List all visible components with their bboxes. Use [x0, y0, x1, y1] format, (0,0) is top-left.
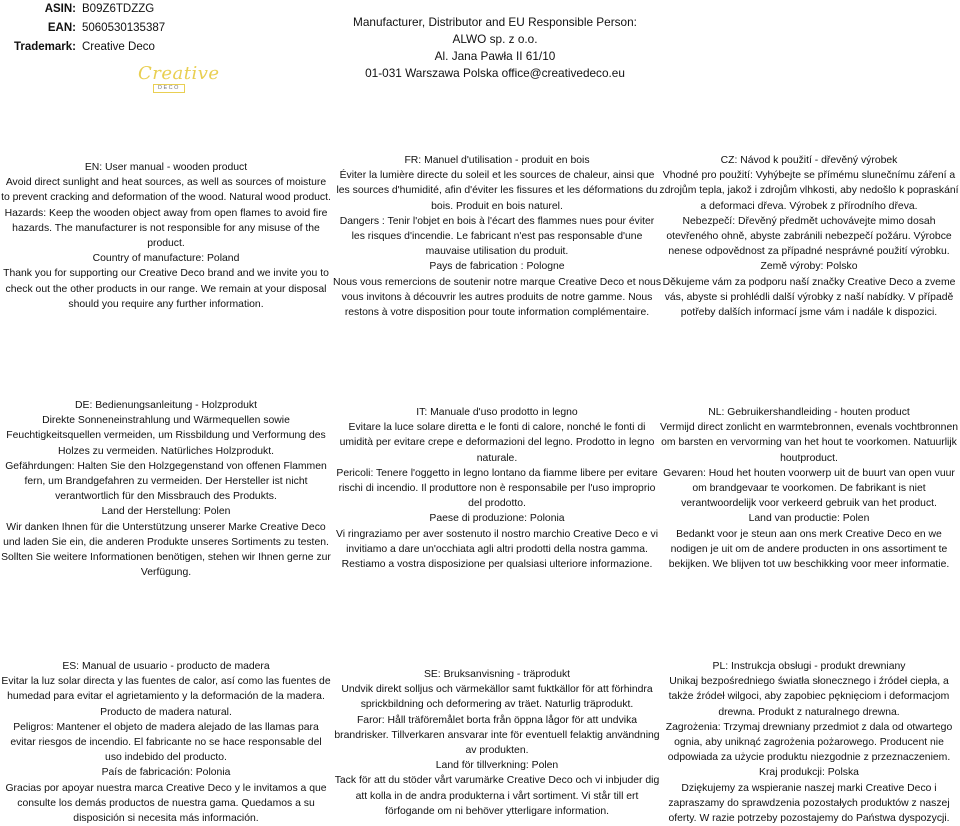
- section-hazards-text: Dangers : Tenir l'objet en bois à l'écart des flammes nues pour éviter les risques d'incendie. Le fabricant n'est pas responsable d'une mauvaise utilisation du produit.: [339, 215, 655, 258]
- section-hazards-text: Hazards: Keep the wooden object away from open flames to avoid fire hazards. The manufacturer is not responsible for any misuse of the product.: [4, 207, 328, 250]
- section-title: ES: Manual de usuario - producto de madera: [62, 661, 270, 672]
- section-care-text: Direkte Sonneneinstrahlung und Wärmequellen sowie Feuchtigkeitsquellen vermeiden, um Rissbildung und Verformung des Holzes zu vermeiden. Natürliches Holzprodukt.: [6, 415, 326, 457]
- section-hazards-text: Faror: Håll träföremålet borta från öppna lågor för att undvika brandrisker. Tillverkaren ansvarar inte för eventuell felaktig användning av produkten.: [334, 714, 660, 757]
- section-thanks-text: Nous vous remercions de soutenir notre marque Creative Deco et nous vous invitons à découvrir les autres produits de notre gamme. Nous restons à votre disposition pour toute information complémentaire.: [332, 276, 662, 319]
- manufacturer-heading: Manufacturer, Distributor and EU Responsible Person:: [353, 15, 637, 29]
- section-hazards-text: Gefährdungen: Halten Sie den Holzgegenstand von offenen Flammen fern, um Brandgefahren zu vermeiden. Der Hersteller ist nicht verantwortlich für den Missbrauch des Produkts.: [5, 460, 327, 503]
- section-it: [332, 405, 662, 572]
- section-thanks-text: Gracias por apoyar nuestra marca Creative Deco y le invitamos a que consulte los demás productos de nuestra gama. Quedamos a su disposición si necesita más información.: [5, 782, 327, 825]
- logo-sub-text: DECO: [153, 84, 185, 93]
- section-hazards-text: Nebezpečí: Dřevěný předmět uchovávejte mimo dosah otevřeného ohně, abyste zabránili nebezpečí požáru. Výrobce nenese odpovědnost za případné nesprávné použití výrobku.: [666, 215, 952, 258]
- section-hazards-text: Gevaren: Houd het houten voorwerp uit de buurt van open vuur om brandgevaar te voorkomen. De fabrikant is niet verantwoordelijk voor verkeerd gebruik van het product.: [663, 467, 955, 510]
- trademark-row: [0, 38, 250, 57]
- section-hazards-text: Zagrożenia: Trzymaj drewniany przedmiot z dala od otwartego ognia, aby uniknąć zagrożenia pożarowego. Producent nie odpowiada za użycie produktu niezgodnie z przeznaczeniem.: [665, 721, 953, 764]
- section-es: [1, 659, 331, 826]
- section-country-text: Země výroby: Polsko: [760, 261, 858, 273]
- section-title: EN: User manual - wooden product: [84, 162, 248, 173]
- section-country-text: Land för tillverkning: Polen: [435, 760, 559, 772]
- section-thanks-text: Tack för att du stöder vårt varumärke Creative Deco och vi inbjuder dig att kolla in de andra produkterna i vårt sortiment. Vi står till ert förfogande om ni behöver ytterligare information.: [334, 775, 660, 817]
- section-country-text: Paese di produzione: Polonia: [429, 513, 565, 525]
- section-de: [1, 398, 331, 580]
- asin-value: B09Z6TDZZG: [82, 3, 155, 15]
- section-hazards-text: Peligros: Mantener el objeto de madera alejado de las llamas para evitar riesgos de incendio. El fabricante no se hace responsable del uso indebido del producto.: [10, 721, 322, 764]
- section-country-text: País de fabricación: Polonia: [101, 767, 231, 779]
- section-care-text: Vermijd direct zonlicht en warmtebronnen, evenals vochtbronnen om barsten en vervorming van het hout te voorkomen. Natuurlijk houtproduct.: [659, 422, 959, 464]
- section-country-text: Country of manufacture: Poland: [92, 253, 240, 265]
- section-thanks-text: Wir danken Ihnen für die Unterstützung unserer Marke Creative Deco und laden Sie ein, die anderen Produkte unseres Sortiments zu testen. Sollten Sie weitere Informationen benötigen, stehen wir Ihnen gerne zur Verfügung.: [1, 521, 331, 579]
- section-title: DE: Bedienungsanleitung - Holzprodukt: [75, 400, 257, 411]
- asin-label: ASIN:: [44, 3, 76, 15]
- ean-value: 5060530135387: [82, 22, 166, 34]
- product-identifiers: [0, 0, 250, 57]
- section-title: FR: Manuel d'utilisation - produit en bois: [404, 155, 590, 166]
- section-care-text: Avoid direct sunlight and heat sources, as well as sources of moisture to prevent cracking and deformation of the wood. Natural wood product.: [1, 177, 331, 204]
- section-title: CZ: Návod k použití - dřevěný výrobek: [720, 155, 898, 166]
- logo-script-text: Creative: [138, 63, 220, 84]
- section-country-text: Kraj produkcji: Polska: [759, 767, 859, 779]
- section-se: [332, 667, 662, 819]
- section-title: SE: Bruksanvisning - träprodukt: [423, 669, 571, 680]
- section-thanks-text: Děkujeme vám za podporu naší značky Creative Deco a zveme vás, abyste si prohlédli další výrobky z naší nabídky. V případě potřeby dalších informací jsme vám i nadále k dispozici.: [662, 276, 956, 319]
- manufacturer-street: Al. Jana Pawła II 61/10: [434, 49, 556, 63]
- section-country-text: Land van productie: Polen: [748, 513, 870, 525]
- section-title: PL: Instrukcja obsługi - produkt drewniany: [712, 661, 906, 672]
- manufacturer-city-email: 01-031 Warszawa Polska office@creativedeco.eu: [365, 66, 625, 80]
- section-cz: [658, 153, 960, 320]
- section-nl: [658, 405, 960, 572]
- section-country-text: Land der Herstellung: Polen: [101, 506, 231, 518]
- section-en: [1, 160, 331, 312]
- section-title: IT: Manuale d'uso prodotto in legno: [416, 407, 578, 418]
- manufacturer-company: ALWO sp. z o.o.: [452, 32, 538, 46]
- section-thanks-text: Bedankt voor je steun aan ons merk Creative Deco en we nodigen je uit om de andere producten in ons assortiment te bekijken. We blijven tot uw beschikking voor meer informatie.: [668, 528, 950, 571]
- ean-row: [0, 19, 250, 38]
- section-thanks-text: Vi ringraziamo per aver sostenuto il nostro marchio Creative Deco e vi invitiamo a dare un'occhiata agli altri prodotti della nostra gamma. Restiamo a vostra disposizione per qualsiasi ulteriore informazione.: [335, 528, 659, 571]
- section-care-text: Evitare la luce solare diretta e le fonti di calore, nonché le fonti di umidità per evitare crepe e deformazioni del legno. Prodotto in legno naturale.: [339, 422, 655, 464]
- section-thanks-text: Dziękujemy za wspieranie naszej marki Creative Deco i zapraszamy do sprawdzenia pozostałych produktów z naszej oferty. W razie potrzeby pozostajemy do Państwa dyspozycji.: [668, 782, 950, 825]
- manufacturer-info: [330, 14, 660, 82]
- section-fr: [332, 153, 662, 320]
- ean-label: EAN:: [47, 22, 76, 34]
- trademark-value: Creative Deco: [82, 41, 155, 53]
- section-care-text: Éviter la lumière directe du soleil et les sources de chaleur, ainsi que les sources d'humidité, afin d'éviter les fissures et les déformations du bois. Produit en bois naturel.: [336, 170, 658, 212]
- section-title: NL: Gebruikershandleiding - houten product: [708, 407, 910, 418]
- asin-row: [0, 0, 250, 19]
- section-pl: [658, 659, 960, 826]
- section-care-text: Evitar la luz solar directa y las fuentes de calor, así como las fuentes de humedad para evitar el agrietamiento y la deformación de la madera. Producto de madera natural.: [1, 676, 331, 718]
- trademark-label: Trademark:: [13, 41, 76, 53]
- section-care-text: Unikaj bezpośredniego światła słonecznego i źródeł ciepła, a także źródeł wilgoci, aby zapobiec pęknięciom i deformacjom drewna. Produkt z naturalnego drewna.: [668, 676, 950, 718]
- section-country-text: Pays de fabrication : Pologne: [429, 261, 565, 273]
- section-care-text: Vhodné pro použití: Vyhýbejte se přímému slunečnímu záření a zdrojům tepla, jakož i zdrojům vlhkosti, aby nedošlo k popraskání a deformaci dřeva. Výrobek z přírodního dřeva.: [659, 170, 959, 212]
- section-hazards-text: Pericoli: Tenere l'oggetto in legno lontano da fiamme libere per evitare rischi di incendio. Il produttore non è responsabile per l'uso improprio del prodotto.: [336, 467, 658, 510]
- creative-deco-logo: [138, 63, 220, 98]
- section-care-text: Undvik direkt solljus och värmekällor samt fuktkällor för att förhindra sprickbildning och deformering av träet. Naturlig träprodukt.: [341, 684, 653, 711]
- section-thanks-text: Thank you for supporting our Creative Deco brand and we invite you to check out the other products in our range. We remain at your disposal should you require any further information.: [3, 268, 329, 310]
